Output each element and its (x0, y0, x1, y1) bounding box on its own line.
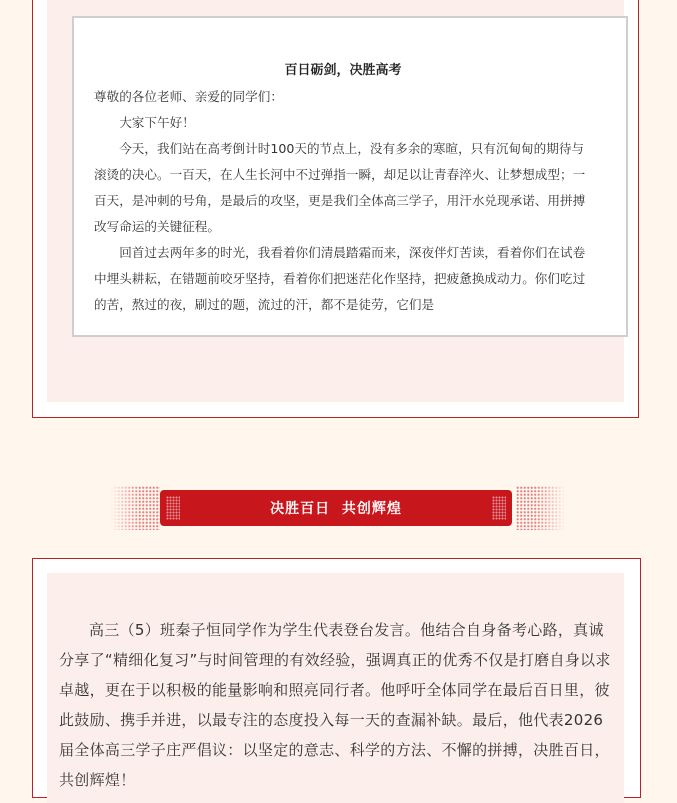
section-banner (160, 490, 512, 526)
dot-pattern-icon (492, 496, 506, 520)
speech-content (94, 62, 592, 318)
section-banner-title: 决胜百日 共创辉煌 (270, 501, 402, 517)
summary-card (32, 558, 641, 798)
speech-paragraph: 今天，我们站在高考倒计时100天的节点上，没有多余的寒暄，只有沉甸甸的期待与滚烫的决心。一百天，在人生长河中不过弹指一瞬，却足以让青春淬火、让梦想成型；一百天，是冲刺的号角，是最后的攻坚，更是我们全体高三学子，用汗水兑现承诺、用拼搏改写命运的关键征程。 (94, 141, 586, 234)
speech-paragraph: 回首过去两年多的时光，我看着你们清晨踏霜而来，深夜伴灯苦读，看着你们在试卷中埋头耕耘，在错题前咬牙坚持，看着你们把迷茫化作坚持，把疲惫换成动力。你们吃过的苦，熬过的夜，刷过的题，流过的汗，都不是徒劳，它们是 (94, 245, 586, 312)
summary-text: 高三（5）班秦子恒同学作为学生代表登台发言。他结合自身备考心路，真诚分享了“精细化复习”与时间管理的有效经验，强调真正的优秀不仅是打磨自身以求卓越，更在于以积极的能量影响和照亮同行者。他呼吁全体同学在最后百日里，彼此鼓励、携手并进，以最专注的态度投入每一天的查漏补缺。最后，他代表2026届全体高三学子庄严倡议：以坚定的意志、科学的方法、不懈的拼搏，决胜百日，共创辉煌！ (59, 621, 611, 789)
speech-salutation: 尊敬的各位老师、亲爱的同学们： (94, 89, 283, 104)
speech-greeting: 大家下午好！ (119, 115, 195, 130)
dot-pattern-icon (166, 496, 180, 520)
sound-wave-decoration-right (516, 486, 566, 530)
speech-card-panel (47, 0, 624, 402)
summary-card-panel (47, 573, 624, 803)
speech-title: 百日砺剑，决胜高考 (284, 63, 402, 78)
speech-scroll-box[interactable] (72, 16, 628, 337)
speech-card (32, 0, 639, 418)
sound-wave-decoration-left (110, 486, 160, 530)
